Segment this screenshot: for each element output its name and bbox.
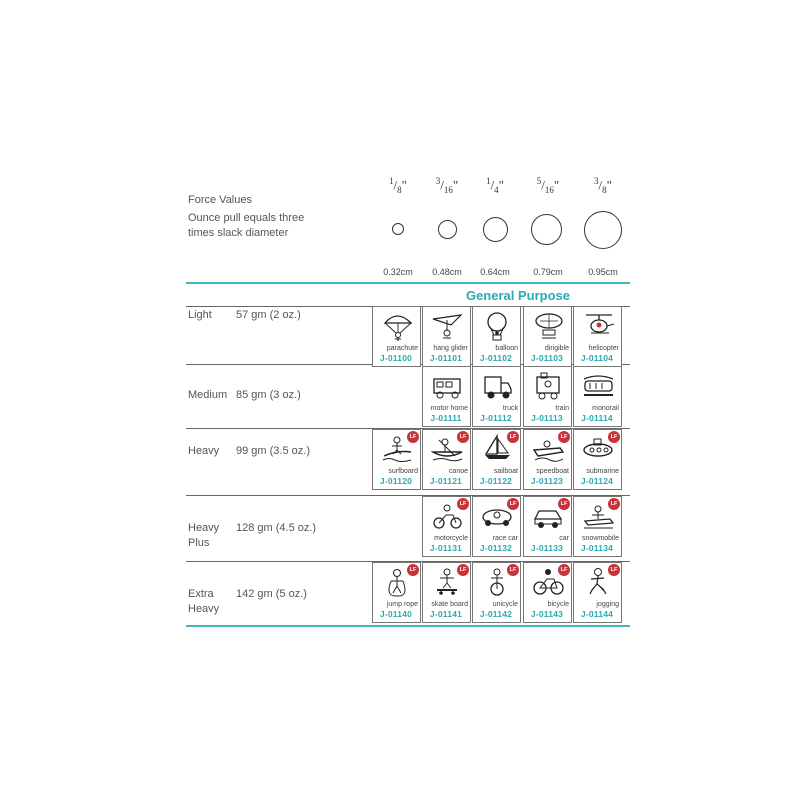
latex-free-badge: LF — [507, 498, 519, 510]
hang-glider-icon — [431, 311, 464, 341]
product-code: J-01122 — [479, 476, 513, 486]
product-code: J-01142 — [479, 609, 513, 619]
truck-icon — [481, 371, 514, 401]
parachute-icon — [381, 311, 414, 341]
product-name: balloon — [495, 345, 518, 352]
size-circle-5 — [584, 211, 622, 249]
product-code: J-01101 — [429, 353, 463, 363]
product-code: J-01120 — [379, 476, 413, 486]
product-name: parachute — [386, 345, 418, 352]
product-cell-j-01111 — [422, 366, 471, 427]
product-code: J-01132 — [479, 543, 513, 553]
product-name: unicycle — [492, 601, 518, 608]
product-code: J-01123 — [530, 476, 564, 486]
product-code: J-01111 — [430, 413, 462, 423]
helicopter-icon — [582, 311, 615, 341]
ounce-note-line2: times slack diameter — [188, 227, 289, 239]
product-cell-j-01104 — [573, 306, 622, 367]
product-name: car — [559, 535, 569, 542]
size-fraction-5: $^3/_8$" — [594, 176, 612, 195]
product-name: jogging — [596, 601, 619, 608]
product-name: bicycle — [547, 601, 569, 608]
product-code: J-01113 — [531, 413, 563, 423]
product-name: monorail — [592, 405, 619, 412]
product-name: train — [555, 405, 569, 412]
size-fraction-1: $^1/_8$" — [389, 176, 407, 195]
latex-free-badge: LF — [608, 431, 620, 443]
product-cell-j-01120 — [372, 429, 421, 490]
product-cell-j-01134 — [573, 496, 622, 557]
product-cell-j-01121 — [422, 429, 471, 490]
latex-free-badge: LF — [457, 498, 469, 510]
product-name: speedboat — [536, 468, 569, 475]
monorail-icon — [582, 371, 615, 401]
row-weight-extra-heavy: 142 gm (5 oz.) — [236, 588, 307, 600]
product-name: race car — [492, 535, 518, 542]
product-cell-j-01122 — [472, 429, 521, 490]
product-name: hang glider — [433, 345, 468, 352]
table-title: General Purpose — [465, 288, 571, 303]
product-code: J-01114 — [581, 413, 613, 423]
latex-free-badge: LF — [507, 564, 519, 576]
size-circle-4 — [531, 214, 562, 245]
latex-free-badge: LF — [407, 564, 419, 576]
product-name: submarine — [586, 468, 619, 475]
product-name: sailboat — [493, 468, 518, 475]
row-weight-medium: 85 gm (3 oz.) — [236, 389, 301, 401]
product-name: dirigible — [544, 345, 569, 352]
size-cm-4: 0.79cm — [533, 267, 563, 277]
row-weight-heavy-plus: 128 gm (4.5 oz.) — [236, 522, 317, 534]
latex-free-badge: LF — [457, 431, 469, 443]
product-cell-j-01144 — [573, 562, 622, 623]
size-cm-1: 0.32cm — [383, 267, 413, 277]
latex-free-badge: LF — [558, 564, 570, 576]
product-code: J-01121 — [429, 476, 463, 486]
force-values-heading: Force Values — [188, 194, 252, 206]
product-code: J-01131 — [429, 543, 463, 553]
product-name: jump rope — [386, 601, 418, 608]
product-cell-j-01114 — [573, 366, 622, 427]
size-cm-2: 0.48cm — [432, 267, 462, 277]
motor-home-icon — [431, 371, 464, 401]
product-code: J-01102 — [479, 353, 513, 363]
product-cell-j-01113 — [523, 366, 572, 427]
product-cell-j-01142 — [472, 562, 521, 623]
product-code: J-01140 — [379, 609, 413, 619]
balloon-icon — [481, 311, 514, 341]
product-cell-j-01124 — [573, 429, 622, 490]
row-label-extra-heavy-2: Heavy — [188, 603, 220, 615]
product-code: J-01112 — [480, 413, 512, 423]
product-cell-j-01133 — [523, 496, 572, 557]
row-weight-heavy: 99 gm (3.5 oz.) — [236, 445, 310, 457]
product-name: snowmobile — [582, 535, 619, 542]
product-code: J-01144 — [580, 609, 614, 619]
top-teal-rule — [186, 282, 630, 284]
product-cell-j-01101 — [422, 306, 471, 367]
product-code: J-01103 — [530, 353, 564, 363]
row-label-medium: Medium — [188, 389, 228, 401]
product-cell-j-01103 — [523, 306, 572, 367]
product-name: skate board — [431, 601, 468, 608]
product-cell-j-01123 — [523, 429, 572, 490]
product-code: J-01133 — [530, 543, 564, 553]
latex-free-badge: LF — [608, 498, 620, 510]
row-label-extra-heavy-1: Extra — [188, 588, 214, 600]
row-weight-light: 57 gm (2 oz.) — [236, 309, 301, 321]
latex-free-badge: LF — [507, 431, 519, 443]
train-icon — [532, 371, 565, 401]
product-cell-j-01143 — [523, 562, 572, 623]
row-label-heavy-plus-1: Heavy — [188, 522, 220, 534]
product-name: helicopter — [588, 345, 619, 352]
size-circle-1 — [392, 223, 404, 235]
product-code: J-01141 — [429, 609, 463, 619]
latex-free-badge: LF — [457, 564, 469, 576]
row-label-heavy-plus-2: Plus — [188, 537, 210, 549]
product-code: J-01100 — [379, 353, 413, 363]
size-cm-3: 0.64cm — [480, 267, 510, 277]
product-name: canoe — [448, 468, 468, 475]
product-code: J-01124 — [580, 476, 614, 486]
product-cell-j-01141 — [422, 562, 471, 623]
product-code: J-01134 — [580, 543, 614, 553]
product-name: motor home — [430, 405, 468, 412]
product-cell-j-01112 — [472, 366, 521, 427]
product-cell-j-01131 — [422, 496, 471, 557]
product-cell-j-01102 — [472, 306, 521, 367]
latex-free-badge: LF — [558, 431, 570, 443]
latex-free-badge: LF — [407, 431, 419, 443]
product-code: J-01104 — [580, 353, 614, 363]
size-fraction-3: $^1/_4$" — [486, 176, 504, 195]
dirigible-icon — [532, 311, 565, 341]
bottom-teal-rule — [186, 625, 630, 627]
size-fraction-4: $^5/_{16}$" — [536, 176, 560, 195]
size-circle-2 — [438, 220, 457, 239]
latex-free-badge: LF — [558, 498, 570, 510]
size-circle-3 — [483, 217, 508, 242]
latex-free-badge: LF — [608, 564, 620, 576]
product-name: surfboard — [388, 468, 418, 475]
product-cell-j-01140 — [372, 562, 421, 623]
row-label-light: Light — [188, 309, 212, 321]
product-cell-j-01100 — [372, 306, 421, 367]
product-cell-j-01132 — [472, 496, 521, 557]
product-name: motorcycle — [434, 535, 468, 542]
product-code: J-01143 — [530, 609, 564, 619]
product-name: truck — [502, 405, 518, 412]
size-fraction-2: $^3/_{16}$" — [435, 176, 459, 195]
size-cm-5: 0.95cm — [588, 267, 618, 277]
row-label-heavy: Heavy — [188, 445, 220, 457]
ounce-note-line1: Ounce pull equals three — [188, 212, 305, 224]
